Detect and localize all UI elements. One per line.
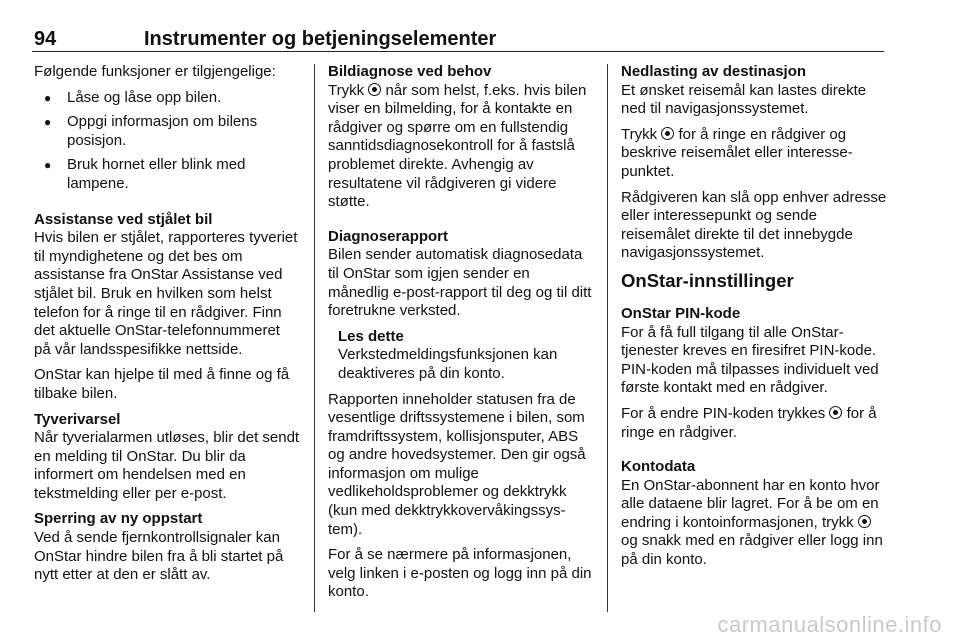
diagnosis-heading: Bildiagnose ved behov	[328, 63, 492, 80]
page-header	[32, 28, 884, 50]
column-divider	[607, 64, 608, 612]
intro-text: Følgende funksjoner er tilgjengelige:	[34, 63, 276, 80]
stolen-vehicle-text: Hvis bilen er stjålet, rapporteres tyveriet til myndighetene og det bes om assistanse fra OnStar Assistanse ved stjålet bil. Bruk en hvilken som helst telefon for å ringe til en rådgiver. Finn det aktuelle OnStar-telefonnummeret på vår landsspesifikke nettside.	[34, 229, 298, 358]
theft-alarm-text: Når tyverialarmen utløses, blir det sendt en melding til OnStar. Du blir da informert om hendelsen med en tekstmelding eller per e-post.	[34, 429, 300, 502]
diagnosis-report-heading: Diagnoserapport	[328, 227, 449, 245]
pin-heading: OnStar PIN-kode	[621, 304, 741, 322]
destination-text-2: for å ringe en rådgiver og beskrive reisemålet eller interessepunktet.	[621, 125, 853, 180]
diagnosis-text: når som helst, f.eks. hvis bilen viser en bilmelding, for å kontakte en rådgiver og spørre om en fullstendig sanntidsdiagnosekontroll for å fastslå problemet direkte. Avhengig av resultatene vil rådgiveren gi videre støtte.	[328, 81, 587, 211]
destination-heading: Nedlasting av destinasjon	[621, 63, 807, 80]
stolen-vehicle-text-2: OnStar kan hjelpe til med å finne og få tilbake bilen.	[34, 366, 290, 402]
account-data-heading: Kontodata	[621, 458, 696, 476]
list-item: ● Bruk hornet eller blink med lampene.	[34, 156, 300, 193]
note-text: Verkstedmeldingsfunksjonen kan deaktiveres på din konto.	[338, 346, 558, 382]
note-heading: Les dette	[338, 327, 404, 345]
onstar-service-button-icon	[858, 515, 871, 528]
account-data-text: og snakk med en rådgiver eller logg inn på din konto.	[621, 532, 883, 569]
stolen-vehicle-heading: Assistanse ved stjålet bil	[34, 210, 213, 228]
note-box	[328, 328, 594, 384]
diagnosis-text-pre: Trykk	[328, 81, 365, 99]
page-title: Instrumenter og betjeningselementer	[144, 28, 497, 50]
restart-block-heading: Sperring av ny oppstart	[34, 510, 203, 528]
watermark: carmanualsonline.info	[717, 612, 942, 637]
destination-text: Et ønsket reisemål kan lastes direkte ned til navigasjonssystemet.	[621, 81, 867, 118]
destination-text-3: Rådgiveren kan slå opp enhver adresse eller interessepunkt og sende reisemålet direkte til det innebygde navigasjonssystemet.	[621, 188, 887, 262]
list-item: ● Oppgi informasjon om bilens posisjon.	[34, 113, 300, 150]
destination-text-2-pre: Trykk	[621, 125, 658, 143]
theft-alarm-heading: Tyverivarsel	[34, 410, 121, 428]
feature-list	[34, 89, 300, 194]
account-data-text-pre: En OnStar-abonnent har en konto hvor alle dataene blir lagret. For å be om en endring i kontoinformasjonen, trykk	[621, 476, 880, 531]
pin-text-2-pre: For å endre PIN-koden trykkes	[621, 404, 826, 422]
header-rule	[32, 51, 884, 52]
diagnosis-report-text: Bilen sender automatisk diagnosedata til OnStar som igjen sender en månedlig e-post-rapport til deg og til ditt foretrukne verksted.	[328, 246, 592, 320]
onstar-service-button-icon	[368, 83, 381, 96]
report-account-text: For å se nærmere på informasjonen, velg linken i e-posten og logg inn på din konto.	[328, 546, 592, 601]
list-item: ● Låse og låse opp bilen.	[34, 89, 300, 108]
page-number: 94	[34, 28, 57, 50]
section-title: OnStar-innstillinger	[621, 269, 794, 291]
restart-block-text: Ved å sende fjernkontrollsignaler kan OnStar hindre bilen fra å bli startet på nytt etter at den er slått av.	[34, 529, 284, 584]
pin-text: For å få full tilgang til alle OnStar-tjenester kreves en firesifret PIN-kode. PIN-koden må tilpasses individuelt ved første kontakt med en rådgiver.	[621, 323, 879, 397]
column-divider	[314, 64, 315, 612]
report-contents-text: Rapporten inneholder statusen fra de vesentlige driftssystemene i bilen, som framdriftssystem, kollisjonsputer, ABS og andre hovedsystemer. Den gir også informasjon om mulige vedlikeholdsproblemer og dekktrykk (kun med dekktrykkovervåkingssystem).	[328, 390, 586, 538]
pin-text-2: for å ringe en rådgiver.	[621, 404, 877, 441]
column-right	[621, 63, 887, 577]
column-middle	[328, 63, 594, 609]
onstar-service-button-icon	[829, 406, 842, 419]
column-left	[34, 63, 300, 592]
onstar-service-button-icon	[661, 127, 674, 140]
